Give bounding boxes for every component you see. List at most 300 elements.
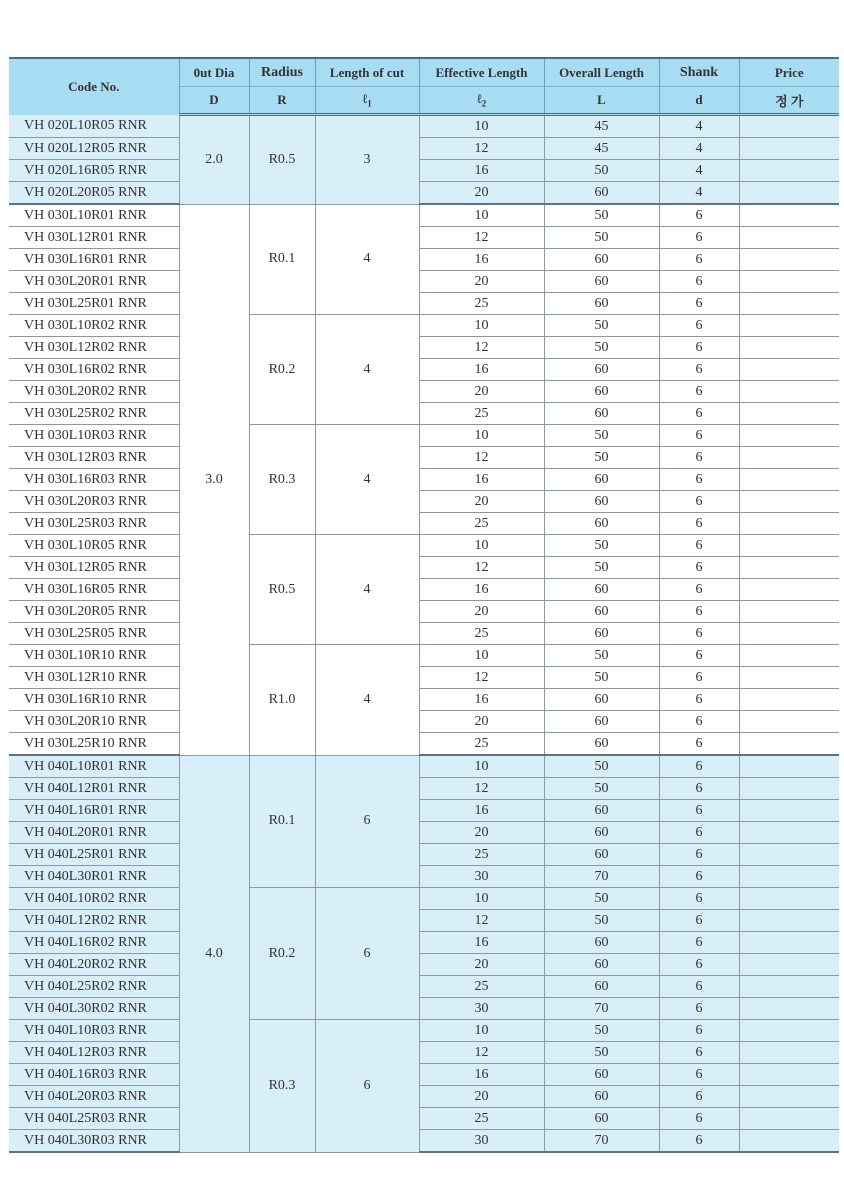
table-row — [9, 138, 839, 160]
price-cell — [739, 645, 839, 667]
overall-length-cell: 60 — [544, 1064, 659, 1086]
overall-length-cell: 60 — [544, 249, 659, 271]
table-row — [9, 733, 839, 756]
code-cell: VH 040L12R01 RNR — [9, 778, 179, 800]
code-cell: VH 030L25R02 RNR — [9, 403, 179, 425]
shank-cell: 6 — [659, 249, 739, 271]
effective-length-cell: 12 — [419, 337, 544, 359]
code-cell: VH 030L10R03 RNR — [9, 425, 179, 447]
overall-length-cell: 50 — [544, 447, 659, 469]
price-cell — [739, 778, 839, 800]
table-row — [9, 778, 839, 800]
code-cell: VH 040L20R02 RNR — [9, 954, 179, 976]
price-cell — [739, 204, 839, 227]
price-cell — [739, 866, 839, 888]
overall-length-cell: 60 — [544, 403, 659, 425]
radius-cell: R1.0 — [249, 645, 315, 756]
price-cell — [739, 667, 839, 689]
out-dia-cell: 2.0 — [179, 115, 249, 205]
table-row — [9, 689, 839, 711]
dia-group — [9, 755, 839, 1152]
table-row — [9, 425, 839, 447]
table-row — [9, 249, 839, 271]
code-cell: VH 030L25R03 RNR — [9, 513, 179, 535]
price-cell — [739, 954, 839, 976]
effective-length-cell: 25 — [419, 623, 544, 645]
overall-length-cell: 60 — [544, 381, 659, 403]
code-cell: VH 040L25R03 RNR — [9, 1108, 179, 1130]
header-r-symbol: R — [249, 87, 315, 115]
code-cell: VH 030L20R10 RNR — [9, 711, 179, 733]
overall-length-cell: 70 — [544, 866, 659, 888]
overall-length-cell: 50 — [544, 337, 659, 359]
shank-cell: 6 — [659, 1064, 739, 1086]
price-cell — [739, 888, 839, 910]
table-row — [9, 1108, 839, 1130]
price-cell — [739, 623, 839, 645]
table-row — [9, 623, 839, 645]
effective-length-cell: 20 — [419, 381, 544, 403]
table-row — [9, 315, 839, 337]
effective-length-cell: 12 — [419, 910, 544, 932]
code-cell: VH 030L16R10 RNR — [9, 689, 179, 711]
effective-length-cell: 20 — [419, 954, 544, 976]
code-cell: VH 030L10R02 RNR — [9, 315, 179, 337]
price-cell — [739, 138, 839, 160]
table-row — [9, 844, 839, 866]
price-cell — [739, 227, 839, 249]
table-row — [9, 182, 839, 205]
effective-length-cell: 25 — [419, 513, 544, 535]
code-cell: VH 030L12R01 RNR — [9, 227, 179, 249]
table-row — [9, 447, 839, 469]
price-cell — [739, 689, 839, 711]
header-overall-symbol: L — [544, 87, 659, 115]
header-overall-length: Overall Length — [544, 58, 659, 87]
overall-length-cell: 70 — [544, 998, 659, 1020]
shank-cell: 6 — [659, 844, 739, 866]
code-cell: VH 030L25R05 RNR — [9, 623, 179, 645]
effective-length-cell: 12 — [419, 557, 544, 579]
effective-length-cell: 20 — [419, 182, 544, 205]
price-cell — [739, 733, 839, 756]
overall-length-cell: 60 — [544, 733, 659, 756]
shank-cell: 6 — [659, 513, 739, 535]
shank-cell: 6 — [659, 381, 739, 403]
overall-length-cell: 50 — [544, 557, 659, 579]
effective-length-cell: 20 — [419, 271, 544, 293]
header-out-dia: 0ut Dia — [179, 58, 249, 87]
effective-length-cell: 16 — [419, 932, 544, 954]
shank-cell: 6 — [659, 403, 739, 425]
effective-length-cell: 12 — [419, 227, 544, 249]
product-spec-table — [9, 57, 839, 1153]
effective-length-cell: 12 — [419, 447, 544, 469]
overall-length-cell: 60 — [544, 1086, 659, 1108]
effective-length-cell: 10 — [419, 1020, 544, 1042]
code-cell: VH 040L16R01 RNR — [9, 800, 179, 822]
price-cell — [739, 822, 839, 844]
length-of-cut-cell: 4 — [315, 645, 419, 756]
code-cell: VH 030L12R05 RNR — [9, 557, 179, 579]
effective-length-cell: 10 — [419, 755, 544, 778]
shank-cell: 6 — [659, 1042, 739, 1064]
shank-cell: 6 — [659, 271, 739, 293]
effective-length-cell: 10 — [419, 888, 544, 910]
code-cell: VH 040L30R02 RNR — [9, 998, 179, 1020]
table-row — [9, 160, 839, 182]
price-cell — [739, 513, 839, 535]
effective-length-cell: 16 — [419, 1064, 544, 1086]
radius-cell: R0.2 — [249, 315, 315, 425]
effective-length-cell: 16 — [419, 469, 544, 491]
table-row — [9, 403, 839, 425]
price-cell — [739, 381, 839, 403]
effective-length-cell: 12 — [419, 667, 544, 689]
shank-cell: 6 — [659, 337, 739, 359]
table-row — [9, 866, 839, 888]
effective-length-cell: 16 — [419, 160, 544, 182]
shank-cell: 6 — [659, 932, 739, 954]
price-cell — [739, 557, 839, 579]
table-row — [9, 601, 839, 623]
price-cell — [739, 491, 839, 513]
effective-length-cell: 12 — [419, 778, 544, 800]
table-row — [9, 359, 839, 381]
table-row — [9, 204, 839, 227]
price-cell — [739, 711, 839, 733]
shank-cell: 6 — [659, 447, 739, 469]
shank-cell: 6 — [659, 866, 739, 888]
price-cell — [739, 271, 839, 293]
overall-length-cell: 50 — [544, 204, 659, 227]
shank-cell: 6 — [659, 601, 739, 623]
shank-cell: 6 — [659, 998, 739, 1020]
effective-length-cell: 16 — [419, 359, 544, 381]
shank-cell: 6 — [659, 954, 739, 976]
overall-length-cell: 60 — [544, 954, 659, 976]
effective-length-cell: 16 — [419, 689, 544, 711]
price-cell — [739, 447, 839, 469]
table-row — [9, 711, 839, 733]
overall-length-cell: 50 — [544, 888, 659, 910]
overall-length-cell: 50 — [544, 910, 659, 932]
price-cell — [739, 844, 839, 866]
effective-length-cell: 12 — [419, 138, 544, 160]
price-cell — [739, 1108, 839, 1130]
code-cell: VH 030L16R02 RNR — [9, 359, 179, 381]
shank-cell: 4 — [659, 138, 739, 160]
header-code: Code No. — [9, 58, 179, 115]
price-cell — [739, 1064, 839, 1086]
header-price: Price — [739, 58, 839, 87]
overall-length-cell: 60 — [544, 182, 659, 205]
table-row — [9, 293, 839, 315]
overall-length-cell: 60 — [544, 359, 659, 381]
code-cell: VH 020L10R05 RNR — [9, 115, 179, 138]
shank-cell: 6 — [659, 1108, 739, 1130]
code-cell: VH 040L12R02 RNR — [9, 910, 179, 932]
effective-length-cell: 25 — [419, 403, 544, 425]
header-radius: Radius — [249, 58, 315, 87]
out-dia-cell: 3.0 — [179, 204, 249, 755]
price-cell — [739, 998, 839, 1020]
code-cell: VH 020L12R05 RNR — [9, 138, 179, 160]
shank-cell: 6 — [659, 689, 739, 711]
code-cell: VH 040L25R01 RNR — [9, 844, 179, 866]
code-cell: VH 040L20R01 RNR — [9, 822, 179, 844]
price-cell — [739, 910, 839, 932]
radius-cell: R0.3 — [249, 1020, 315, 1153]
effective-length-cell: 25 — [419, 293, 544, 315]
radius-cell: R0.5 — [249, 535, 315, 645]
price-cell — [739, 182, 839, 205]
table-row — [9, 1042, 839, 1064]
overall-length-cell: 45 — [544, 138, 659, 160]
table-row — [9, 800, 839, 822]
length-of-cut-cell: 6 — [315, 888, 419, 1020]
effective-length-cell: 25 — [419, 1108, 544, 1130]
code-cell: VH 030L16R01 RNR — [9, 249, 179, 271]
price-cell — [739, 800, 839, 822]
shank-cell: 4 — [659, 160, 739, 182]
code-cell: VH 030L16R05 RNR — [9, 579, 179, 601]
overall-length-cell: 60 — [544, 601, 659, 623]
shank-cell: 6 — [659, 888, 739, 910]
effective-length-cell: 20 — [419, 491, 544, 513]
price-cell — [739, 249, 839, 271]
overall-length-cell: 60 — [544, 800, 659, 822]
effective-length-cell: 16 — [419, 800, 544, 822]
radius-cell: R0.1 — [249, 755, 315, 888]
table-row — [9, 888, 839, 910]
price-cell — [739, 1086, 839, 1108]
price-cell — [739, 1042, 839, 1064]
length-of-cut-cell: 4 — [315, 535, 419, 645]
shank-cell: 6 — [659, 469, 739, 491]
code-cell: VH 030L10R01 RNR — [9, 204, 179, 227]
code-cell: VH 040L16R02 RNR — [9, 932, 179, 954]
overall-length-cell: 50 — [544, 227, 659, 249]
out-dia-cell: 4.0 — [179, 755, 249, 1152]
effective-length-cell: 10 — [419, 425, 544, 447]
overall-length-cell: 50 — [544, 1020, 659, 1042]
code-cell: VH 040L30R03 RNR — [9, 1130, 179, 1153]
overall-length-cell: 60 — [544, 271, 659, 293]
table-row — [9, 976, 839, 998]
effective-length-cell: 10 — [419, 645, 544, 667]
radius-cell: R0.5 — [249, 115, 315, 205]
price-cell — [739, 535, 839, 557]
overall-length-cell: 60 — [544, 1108, 659, 1130]
shank-cell: 6 — [659, 733, 739, 756]
overall-length-cell: 50 — [544, 667, 659, 689]
length-of-cut-cell: 6 — [315, 755, 419, 888]
table-row — [9, 535, 839, 557]
header-price-korean: 정 가 — [739, 87, 839, 115]
price-cell — [739, 1130, 839, 1153]
overall-length-cell: 60 — [544, 976, 659, 998]
code-cell: VH 040L10R03 RNR — [9, 1020, 179, 1042]
length-of-cut-cell: 4 — [315, 425, 419, 535]
header-shank: Shank — [659, 58, 739, 87]
overall-length-cell: 70 — [544, 1130, 659, 1153]
code-cell: VH 030L25R10 RNR — [9, 733, 179, 756]
effective-length-cell: 10 — [419, 315, 544, 337]
shank-cell: 6 — [659, 315, 739, 337]
shank-cell: 6 — [659, 1086, 739, 1108]
code-cell: VH 040L12R03 RNR — [9, 1042, 179, 1064]
shank-cell: 6 — [659, 711, 739, 733]
length-of-cut-cell: 6 — [315, 1020, 419, 1153]
price-cell — [739, 469, 839, 491]
shank-cell: 6 — [659, 755, 739, 778]
overall-length-cell: 50 — [544, 535, 659, 557]
table-row — [9, 932, 839, 954]
code-cell: VH 030L12R10 RNR — [9, 667, 179, 689]
shank-cell: 6 — [659, 204, 739, 227]
effective-length-cell: 16 — [419, 249, 544, 271]
price-cell — [739, 293, 839, 315]
header-l2-symbol: ℓ$_2$ — [419, 87, 544, 115]
price-cell — [739, 315, 839, 337]
code-cell: VH 040L20R03 RNR — [9, 1086, 179, 1108]
price-cell — [739, 601, 839, 623]
overall-length-cell: 50 — [544, 645, 659, 667]
code-cell: VH 030L10R05 RNR — [9, 535, 179, 557]
shank-cell: 6 — [659, 800, 739, 822]
overall-length-cell: 60 — [544, 844, 659, 866]
overall-length-cell: 50 — [544, 778, 659, 800]
shank-cell: 6 — [659, 579, 739, 601]
table-row — [9, 998, 839, 1020]
radius-cell: R0.1 — [249, 204, 315, 315]
overall-length-cell: 50 — [544, 1042, 659, 1064]
effective-length-cell: 10 — [419, 204, 544, 227]
code-cell: VH 030L20R02 RNR — [9, 381, 179, 403]
shank-cell: 6 — [659, 1130, 739, 1153]
code-cell: VH 020L16R05 RNR — [9, 160, 179, 182]
effective-length-cell: 30 — [419, 866, 544, 888]
effective-length-cell: 30 — [419, 998, 544, 1020]
overall-length-cell: 60 — [544, 932, 659, 954]
shank-cell: 6 — [659, 976, 739, 998]
table-row — [9, 1130, 839, 1153]
code-cell: VH 030L20R05 RNR — [9, 601, 179, 623]
table-row — [9, 1064, 839, 1086]
overall-length-cell: 60 — [544, 293, 659, 315]
code-cell: VH 030L10R10 RNR — [9, 645, 179, 667]
overall-length-cell: 60 — [544, 513, 659, 535]
effective-length-cell: 12 — [419, 1042, 544, 1064]
price-cell — [739, 115, 839, 138]
table-row — [9, 557, 839, 579]
overall-length-cell: 60 — [544, 711, 659, 733]
overall-length-cell: 60 — [544, 822, 659, 844]
shank-cell: 6 — [659, 359, 739, 381]
shank-cell: 6 — [659, 227, 739, 249]
header-l1-symbol: ℓ$_1$ — [315, 87, 419, 115]
shank-cell: 6 — [659, 1020, 739, 1042]
table-row — [9, 1020, 839, 1042]
header-effective-length: Effective Length — [419, 58, 544, 87]
price-cell — [739, 403, 839, 425]
length-of-cut-cell: 4 — [315, 204, 419, 315]
table-row — [9, 910, 839, 932]
table-row — [9, 381, 839, 403]
price-cell — [739, 976, 839, 998]
code-cell: VH 030L25R01 RNR — [9, 293, 179, 315]
shank-cell: 6 — [659, 535, 739, 557]
effective-length-cell: 10 — [419, 535, 544, 557]
code-cell: VH 030L20R03 RNR — [9, 491, 179, 513]
overall-length-cell: 60 — [544, 469, 659, 491]
table-row — [9, 337, 839, 359]
code-cell: VH 020L20R05 RNR — [9, 182, 179, 205]
table-row — [9, 491, 839, 513]
effective-length-cell: 25 — [419, 976, 544, 998]
table-row — [9, 115, 839, 138]
effective-length-cell: 20 — [419, 601, 544, 623]
shank-cell: 6 — [659, 778, 739, 800]
code-cell: VH 040L10R01 RNR — [9, 755, 179, 778]
overall-length-cell: 50 — [544, 755, 659, 778]
shank-cell: 6 — [659, 293, 739, 315]
shank-cell: 6 — [659, 667, 739, 689]
effective-length-cell: 10 — [419, 115, 544, 138]
overall-length-cell: 60 — [544, 689, 659, 711]
overall-length-cell: 60 — [544, 491, 659, 513]
effective-length-cell: 20 — [419, 1086, 544, 1108]
table-row — [9, 645, 839, 667]
effective-length-cell: 30 — [419, 1130, 544, 1153]
code-cell: VH 040L16R03 RNR — [9, 1064, 179, 1086]
effective-length-cell: 20 — [419, 822, 544, 844]
shank-cell: 6 — [659, 645, 739, 667]
code-cell: VH 040L10R02 RNR — [9, 888, 179, 910]
table-row — [9, 755, 839, 778]
dia-group — [9, 115, 839, 205]
price-cell — [739, 755, 839, 778]
code-cell: VH 030L12R02 RNR — [9, 337, 179, 359]
overall-length-cell: 50 — [544, 315, 659, 337]
price-cell — [739, 425, 839, 447]
table-row — [9, 513, 839, 535]
length-of-cut-cell: 4 — [315, 315, 419, 425]
code-cell: VH 040L30R01 RNR — [9, 866, 179, 888]
header-shank-symbol: d — [659, 87, 739, 115]
price-cell — [739, 359, 839, 381]
dia-group — [9, 204, 839, 755]
table-row — [9, 579, 839, 601]
code-cell: VH 040L25R02 RNR — [9, 976, 179, 998]
overall-length-cell: 60 — [544, 623, 659, 645]
code-cell: VH 030L16R03 RNR — [9, 469, 179, 491]
shank-cell: 6 — [659, 822, 739, 844]
radius-cell: R0.3 — [249, 425, 315, 535]
effective-length-cell: 25 — [419, 733, 544, 756]
price-cell — [739, 932, 839, 954]
overall-length-cell: 45 — [544, 115, 659, 138]
table-row — [9, 667, 839, 689]
code-cell: VH 030L20R01 RNR — [9, 271, 179, 293]
shank-cell: 4 — [659, 182, 739, 205]
price-cell — [739, 337, 839, 359]
effective-length-cell: 25 — [419, 844, 544, 866]
table-row — [9, 1086, 839, 1108]
shank-cell: 6 — [659, 623, 739, 645]
effective-length-cell: 16 — [419, 579, 544, 601]
